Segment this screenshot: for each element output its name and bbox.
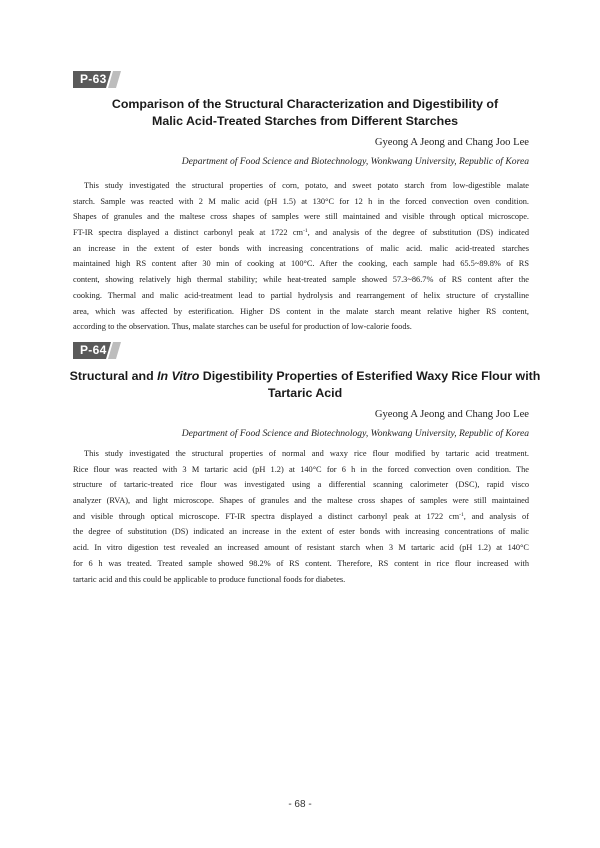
- abstract-text: FT-IR spectra displayed a distinct carbonyl peak at 1722 cm: [73, 228, 304, 238]
- title-text: Structural and: [69, 369, 158, 383]
- abstract-line: tartaric acid and this could be applicable to produce functional foods for diabetes.: [73, 574, 346, 584]
- abstract-line: analyzer (RVA), and light microscope. Shapes of granules and the maltese cross shapes of samples were still maintained: [73, 496, 529, 506]
- abstract-line: starch. Sample was reacted with 2 M malic acid (pH 1.5) at 130°C for 12 h in the forced convection oven condition.: [73, 196, 529, 206]
- abstract-line: Shapes of granules and the maltese cross shapes of samples were still maintained and visible through optical microscope.: [73, 212, 529, 222]
- abstract-line: area, which was affected by esterification. Higher DS content in the malate starch meant relative higher RS content,: [73, 306, 529, 316]
- abstract-line: maintained high RS content after 30 min of cooking at 100°C. After the cooking, each sample had 65.5~89.8% of RS: [73, 259, 529, 269]
- title-line: Comparison of the Structural Characterization and Digestibility of: [111, 97, 499, 111]
- title-line: [60, 368, 550, 385]
- title-line: Tartaric Acid: [267, 386, 343, 400]
- affiliation: Department of Food Science and Biotechnology, Wonkwang University, Republic of Korea: [181, 156, 529, 167]
- abstract-line: Rice flour was reacted with 3 M tartaric acid (pH 1.2) at 140°C for 6 h in the forced convection oven condition. The: [73, 464, 529, 474]
- abstract-line: content, showing relatively high thermal stability; while heat-treated sample showed 57.3~86.7% of RS content after the: [73, 275, 529, 285]
- page-number: - 68 -: [288, 799, 312, 810]
- abstract-line: acid. In vitro digestion test revealed an increased amount of resistant starch when 3 M tartaric acid (pH 1.2) at 140°C: [73, 543, 529, 553]
- authors: Gyeong A Jeong and Chang Joo Lee: [374, 409, 529, 420]
- title-line: Malic Acid-Treated Starches from Different Starches: [152, 114, 458, 128]
- superscript: -1: [459, 511, 464, 518]
- abstract: [73, 446, 529, 587]
- title-text: Digestibility Properties of Esterified Waxy Rice Flour with: [199, 369, 541, 383]
- poster-title: [60, 368, 550, 402]
- abstract-line: an increase in the extent of ester bonds with increasing concentrations of malic acid. malic acid-treated starches: [73, 243, 529, 253]
- abstract-line: the degree of substitution (DS) indicated an increase in the extent of ester bonds with increasing concentrations of malic: [73, 527, 529, 537]
- abstract-line: structure of tartaric-treated rice flour was investigated using a differential scanning calorimeter (DSC), rapid visco: [73, 480, 529, 490]
- abstract-text: , and analysis of: [463, 511, 529, 521]
- abstract-line: for 6 h was treated. Treated sample showed 98.2% of RS content. Therefore, RS content in rice flour increased with: [73, 558, 529, 568]
- poster-title: [60, 96, 550, 130]
- poster-number: P-64: [80, 343, 107, 357]
- abstract-line: according to the observation. Thus, malate starches can be useful for production of low-calorie foods.: [73, 322, 412, 332]
- abstract: [73, 178, 529, 335]
- poster-number: P-63: [80, 72, 107, 86]
- abstract-text: and visible through optical microscope. FT-IR spectra displayed a distinct carbonyl peak at 1722 cm: [73, 511, 460, 521]
- abstract-line: [73, 509, 529, 525]
- abstract-line: This study investigated the structural properties of corn, potato, and sweet potato starch from low-digestible malate: [84, 181, 529, 190]
- affiliation: Department of Food Science and Biotechnology, Wonkwang University, Republic of Korea: [181, 428, 529, 439]
- abstract-line: [73, 225, 529, 241]
- poster-number-badge: [73, 71, 121, 88]
- superscript: -1: [303, 228, 308, 235]
- abstract-line: This study investigated the structural properties of normal and waxy rice flour modified by tartaric acid treatment.: [84, 449, 529, 458]
- title-italic: In Vitro: [157, 369, 200, 383]
- authors: Gyeong A Jeong and Chang Joo Lee: [374, 137, 529, 148]
- abstract-line: cooking. Thermal and malic acid-treatment lead to partial hydrolysis and rearrangement of helix structure of crystalline: [73, 290, 529, 300]
- abstract-text: , and analysis of the degree of substitution (DS) indicated: [307, 228, 529, 238]
- poster-number-badge: [73, 342, 121, 359]
